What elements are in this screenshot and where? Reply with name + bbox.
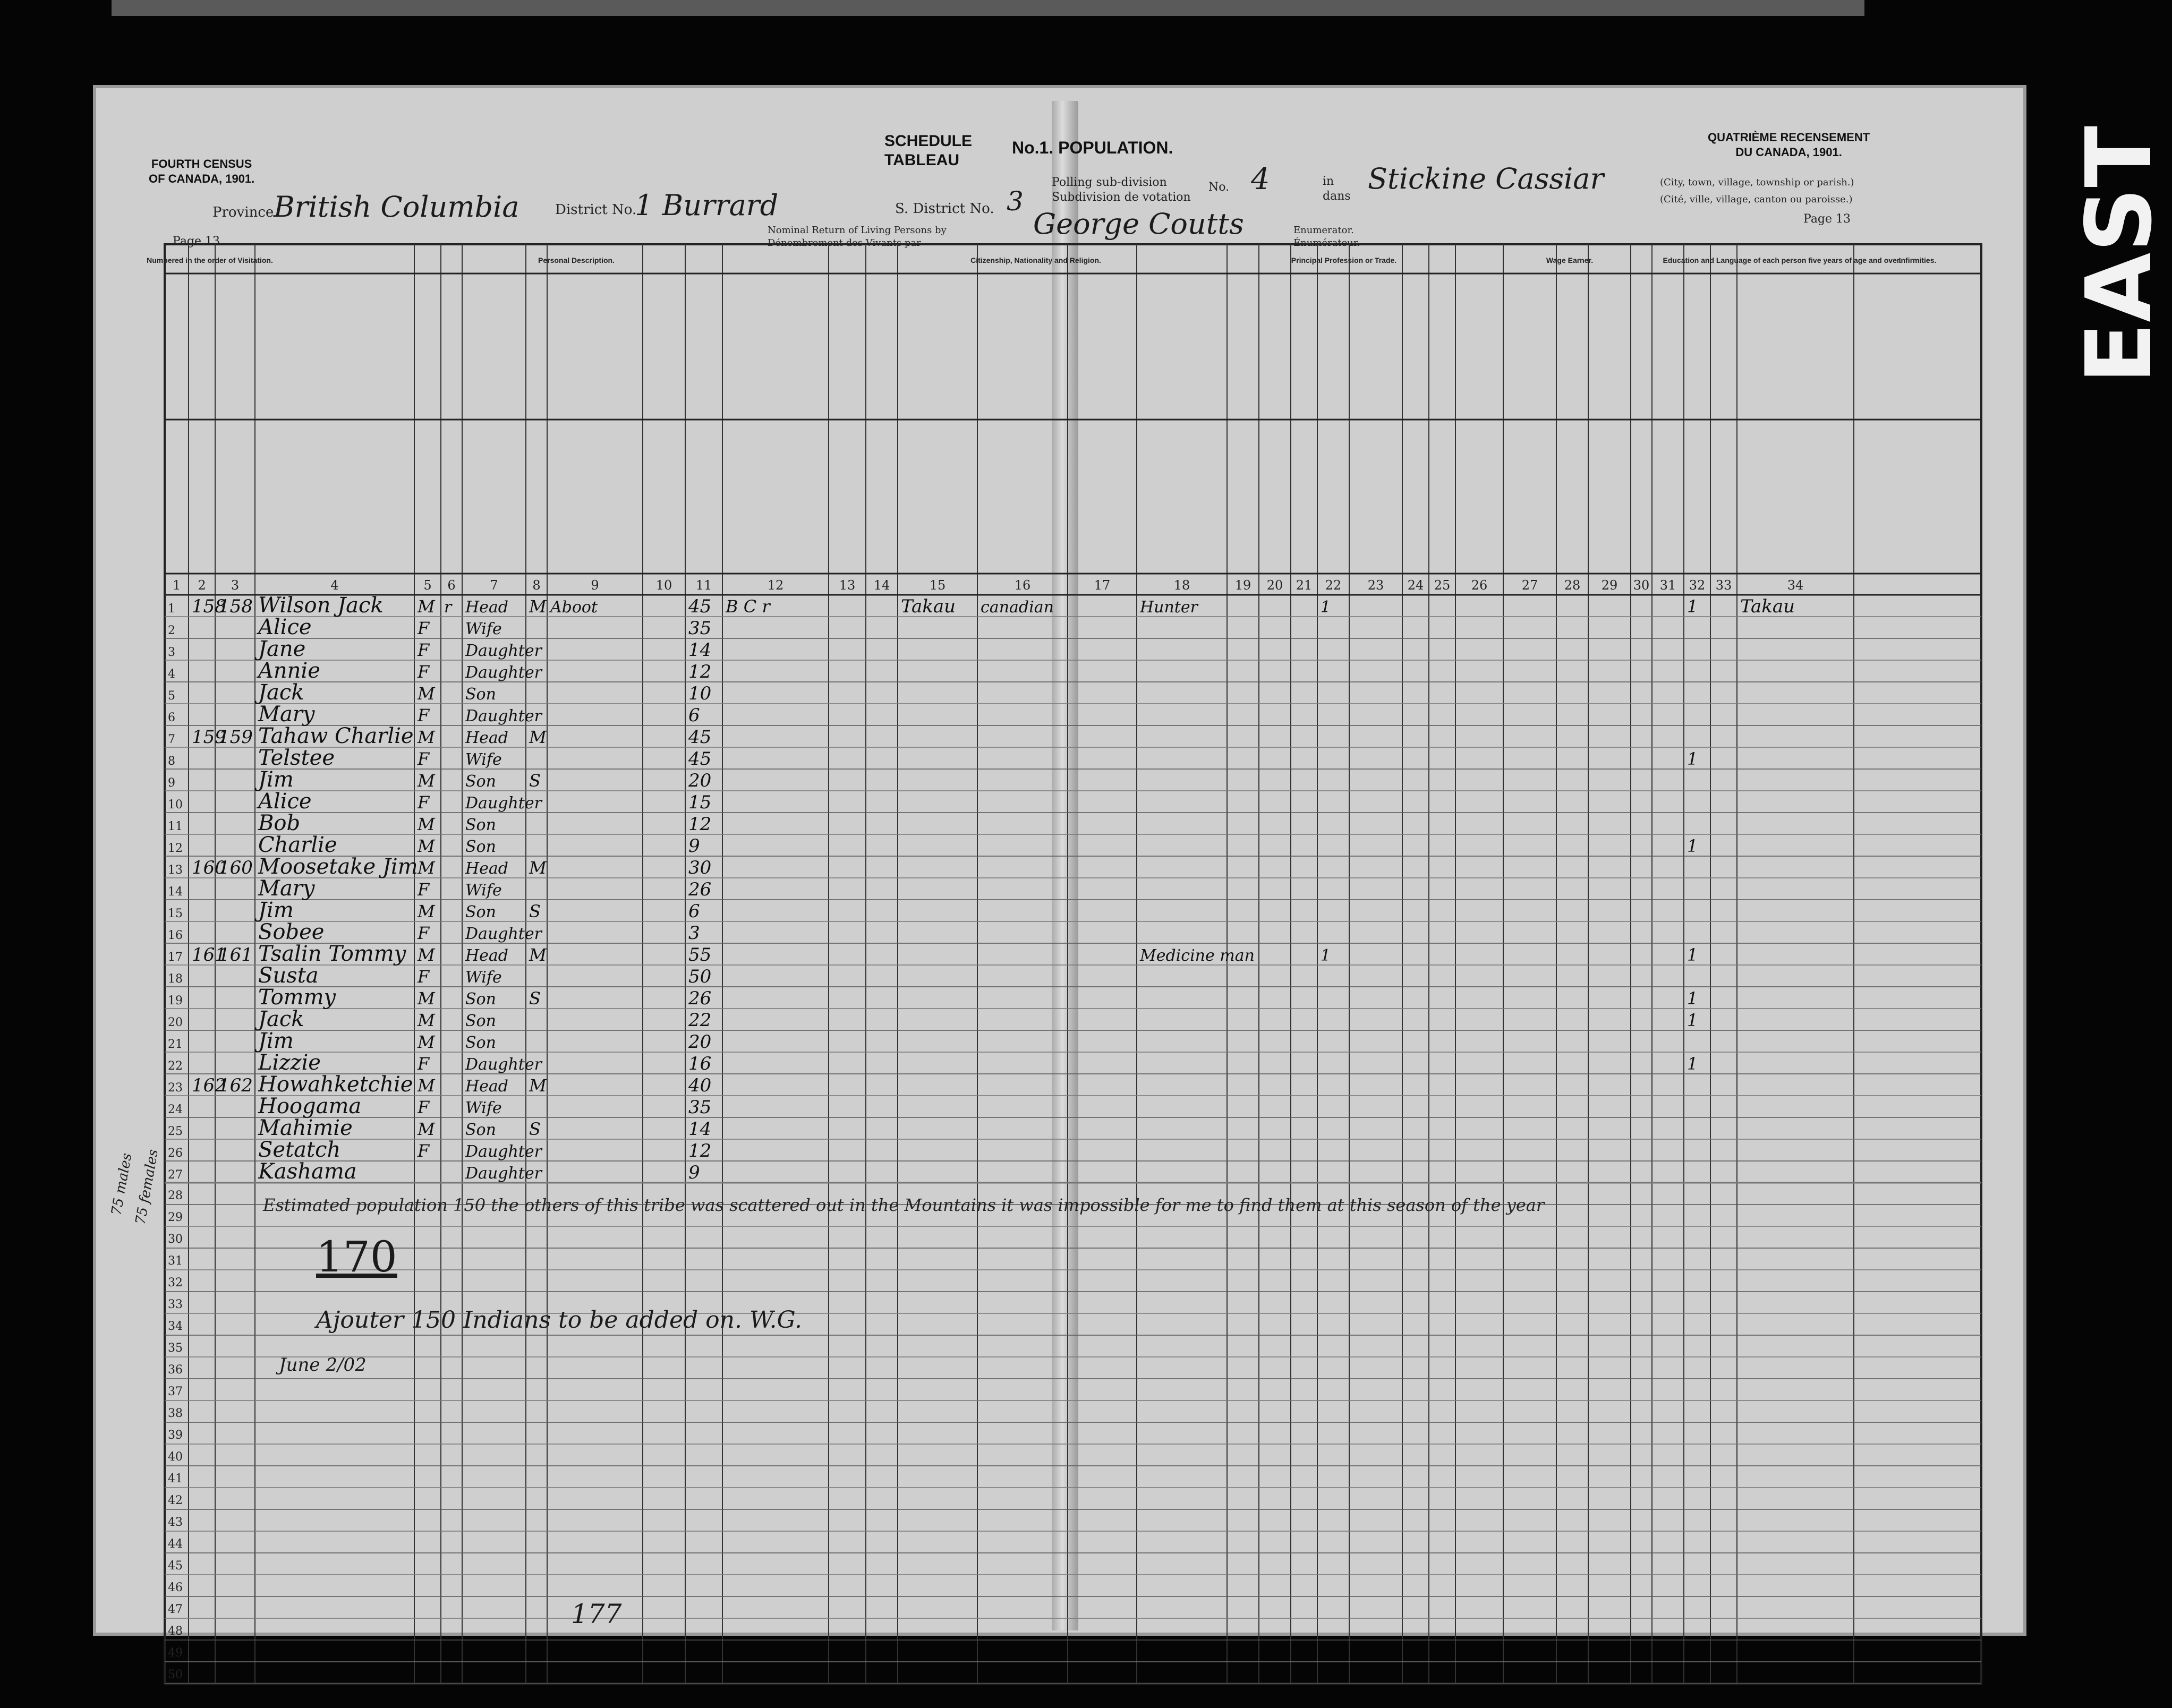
cell-rel: Head xyxy=(465,729,509,747)
cell-line: 3 xyxy=(168,646,175,659)
cell-cond: S xyxy=(529,901,541,921)
cell-rel: Daughter xyxy=(465,1142,542,1161)
column-number: 16 xyxy=(1014,578,1031,593)
cell-tongue: Takau xyxy=(1740,596,1795,617)
place-value: Stickine Cassiar xyxy=(1368,162,1604,195)
cell-age: 35 xyxy=(688,618,712,639)
cell-line: 19 xyxy=(168,994,183,1007)
schedule-number: No.1. POPULATION. xyxy=(1012,138,1173,157)
cell-line: 27 xyxy=(168,1168,183,1182)
cell-rel: Head xyxy=(465,859,509,878)
cell-colour: r xyxy=(444,598,452,617)
enumerator-value: George Coutts xyxy=(1033,207,1244,241)
cell-name: Telstee xyxy=(258,746,335,770)
section-header: Numbered in the order of Visitation. xyxy=(147,256,273,264)
cell-name: Mahimie xyxy=(258,1116,353,1140)
top-strip xyxy=(112,0,1864,16)
cell-rel: Daughter xyxy=(465,925,542,943)
cell-cond: M xyxy=(529,945,547,965)
column-number: 13 xyxy=(839,578,856,593)
cell-age: 22 xyxy=(688,1010,712,1031)
bottom-stamp: 177 xyxy=(571,1599,622,1629)
grid-frame xyxy=(165,244,1981,1684)
cell-name: Mary xyxy=(258,876,315,901)
subdistrict-value: 3 xyxy=(1007,186,1024,217)
column-number: 8 xyxy=(532,578,541,593)
cell-name: Moosetake Jim xyxy=(258,855,418,879)
line-number: 45 xyxy=(168,1559,183,1573)
cell-age: 12 xyxy=(688,661,712,682)
cell-rel: Daughter xyxy=(465,1055,542,1074)
cell-c31: 1 xyxy=(1687,596,1698,617)
cell-prof: Medicine man xyxy=(1140,946,1255,965)
cell-line: 22 xyxy=(168,1060,183,1073)
column-number: 32 xyxy=(1689,578,1706,593)
cell-name: Sobee xyxy=(258,920,325,944)
in-label-line: in xyxy=(1323,175,1334,188)
cell-cond: M xyxy=(529,858,547,878)
column-number: 10 xyxy=(655,578,672,593)
cell-name: Jim xyxy=(258,1029,294,1053)
cell-sex: F xyxy=(418,792,430,813)
cell-age: 30 xyxy=(688,857,712,878)
cell-sex: F xyxy=(418,1141,430,1161)
cell-c31: 1 xyxy=(1687,1010,1698,1030)
cell-sex: F xyxy=(418,705,430,725)
cell-cond: S xyxy=(529,988,541,1009)
cell-sex: M xyxy=(418,901,435,921)
cell-name: Tsalin Tommy xyxy=(258,942,406,966)
cell-rel: Daughter xyxy=(465,794,542,813)
cell-rel: Son xyxy=(465,838,496,856)
cell-name: Alice xyxy=(258,789,312,814)
section-header: Wage Earner. xyxy=(1546,256,1594,264)
cell-line: 26 xyxy=(168,1147,183,1160)
cell-rel: Wife xyxy=(465,881,502,900)
column-number: 26 xyxy=(1471,578,1488,593)
cell-sex: M xyxy=(418,727,435,747)
line-number: 33 xyxy=(168,1298,183,1311)
cell-prof: Hunter xyxy=(1140,598,1198,617)
line-number: 30 xyxy=(168,1233,183,1246)
cell-line: 12 xyxy=(168,842,183,855)
cell-sex: M xyxy=(418,988,435,1009)
left-title xyxy=(149,157,254,186)
line-number: 49 xyxy=(168,1646,183,1660)
cell-age: 15 xyxy=(688,792,712,813)
column-number: 15 xyxy=(929,578,946,593)
cell-age: 45 xyxy=(688,748,712,770)
cell-age: 35 xyxy=(688,1097,712,1118)
cell-sex: M xyxy=(418,945,435,965)
cell-house: 158 xyxy=(192,596,226,617)
place-note xyxy=(1660,174,1854,208)
section-header: Citizenship, Nationality and Religion. xyxy=(970,256,1101,264)
cell-sex: M xyxy=(418,1010,435,1030)
cell-name: Tommy xyxy=(258,985,336,1010)
cell-name: Annie xyxy=(258,659,320,683)
cell-month: Aboot xyxy=(550,598,598,617)
column-number: 4 xyxy=(330,578,339,593)
cell-name: Jim xyxy=(258,898,294,923)
column-number: 7 xyxy=(490,578,498,593)
margin-note-males: 75 males xyxy=(108,1152,135,1217)
cell-age: 14 xyxy=(688,639,712,661)
line-number: 37 xyxy=(168,1385,183,1398)
cell-c21: 1 xyxy=(1321,598,1331,617)
column-number: 34 xyxy=(1787,578,1804,593)
column-number: 1 xyxy=(172,578,181,593)
cell-age: 40 xyxy=(688,1075,712,1096)
column-number: 2 xyxy=(198,578,206,593)
cell-name: Setatch xyxy=(258,1138,341,1162)
cell-c21: 1 xyxy=(1321,946,1331,965)
cell-age: 14 xyxy=(688,1118,712,1140)
cell-rel: Son xyxy=(465,772,496,791)
cell-sex: F xyxy=(418,1054,430,1074)
cell-sex: M xyxy=(418,858,435,878)
cell-line: 15 xyxy=(168,907,183,920)
cell-age: 9 xyxy=(688,1162,700,1183)
line-number: 38 xyxy=(168,1407,183,1420)
cell-family: 162 xyxy=(218,1075,253,1096)
cell-line: 2 xyxy=(168,624,175,637)
schedule-line: SCHEDULE xyxy=(884,132,973,150)
cell-rel: Wife xyxy=(465,620,502,638)
cell-age: 55 xyxy=(688,944,712,966)
cell-age: 6 xyxy=(688,705,700,726)
added-note: Ajouter 150 Indians to be added on. W.G. xyxy=(316,1306,803,1334)
estimate-note: Estimated population 150 the others of this tribe was scattered out in the Mountains it was impossible for me to find them at this season of the year xyxy=(263,1195,1545,1215)
column-number: 28 xyxy=(1564,578,1581,593)
cell-rel: Head xyxy=(465,946,509,965)
edge-marker: EAST xyxy=(2067,125,2172,385)
right-title-line: QUATRIÈME RECENSEMENT xyxy=(1708,131,1870,144)
cell-name: Jim xyxy=(258,767,294,792)
cell-name: Charlie xyxy=(258,833,337,857)
line-number: 43 xyxy=(168,1516,183,1529)
cell-line: 20 xyxy=(168,1016,183,1029)
cell-name: Bob xyxy=(258,811,301,835)
cell-house: 161 xyxy=(192,944,226,966)
cell-rel: Head xyxy=(465,1077,509,1096)
line-number: 41 xyxy=(168,1472,183,1485)
cell-nat: canadian xyxy=(981,598,1054,617)
cell-rel: Son xyxy=(465,685,496,704)
cell-sex: M xyxy=(418,771,435,791)
date-note: June 2/02 xyxy=(279,1354,367,1376)
cell-name: Alice xyxy=(258,615,312,639)
cell-age: 16 xyxy=(688,1053,712,1074)
cell-family: 161 xyxy=(218,944,253,966)
cell-sex: M xyxy=(418,836,435,856)
cell-name: Kashama xyxy=(258,1159,357,1184)
cell-cond: M xyxy=(529,596,547,617)
line-number: 36 xyxy=(168,1363,183,1377)
column-number: 20 xyxy=(1266,578,1283,593)
line-number: 42 xyxy=(168,1494,183,1507)
enumerator-role-line: Enumerator. xyxy=(1293,225,1354,236)
line-number: 50 xyxy=(168,1668,183,1681)
cell-rel: Head xyxy=(465,598,509,617)
cell-rel: Wife xyxy=(465,1099,502,1117)
cell-age: 12 xyxy=(688,1140,712,1162)
column-number: 17 xyxy=(1094,578,1111,593)
cell-sex: F xyxy=(418,618,430,638)
line-number: 29 xyxy=(168,1211,183,1224)
section-header: Infirmities. xyxy=(1898,256,1937,264)
margin-note-females: 75 females xyxy=(132,1148,162,1226)
line-number: 48 xyxy=(168,1625,183,1638)
schedule-line: TABLEAU xyxy=(884,151,960,169)
column-number: 30 xyxy=(1633,578,1650,593)
cell-age: 26 xyxy=(688,879,712,900)
cell-rel: Daughter xyxy=(465,707,542,725)
column-number: 6 xyxy=(447,578,456,593)
subdistrict-label: S. District No. xyxy=(895,201,994,217)
cell-sex: M xyxy=(418,814,435,834)
cell-name: Wilson Jack xyxy=(258,593,384,618)
line-number: 47 xyxy=(168,1603,183,1616)
cell-line: 16 xyxy=(168,929,183,942)
cell-line: 6 xyxy=(168,711,175,724)
place-note-line: (Cité, ville, village, canton ou paroisse.) xyxy=(1660,194,1853,205)
column-number: 22 xyxy=(1325,578,1342,593)
district-value: 1 Burrard xyxy=(635,189,779,222)
polling-no-label: No. xyxy=(1208,181,1230,194)
cell-family: 158 xyxy=(218,596,253,617)
cell-sex: M xyxy=(418,596,435,617)
cell-rel: Wife xyxy=(465,968,502,987)
line-number: 46 xyxy=(168,1581,183,1594)
line-number: 40 xyxy=(168,1450,183,1464)
cell-age: 3 xyxy=(688,923,700,944)
column-number: 9 xyxy=(591,578,599,593)
cell-sex: M xyxy=(418,1119,435,1139)
province-value: British Columbia xyxy=(274,190,519,224)
column-number: 24 xyxy=(1407,578,1424,593)
right-title-line: DU CANADA, 1901. xyxy=(1735,146,1842,159)
line-number: 34 xyxy=(168,1320,183,1333)
cell-sex: F xyxy=(418,967,430,987)
cell-sex: F xyxy=(418,879,430,900)
column-number: 12 xyxy=(767,578,784,593)
cell-rel: Daughter xyxy=(465,642,542,660)
line-number: 32 xyxy=(168,1276,183,1289)
cell-origin: Takau xyxy=(901,596,956,617)
cell-sex: F xyxy=(418,640,430,660)
column-number: 3 xyxy=(231,578,240,593)
polling-label-line: Subdivision de votation xyxy=(1052,191,1191,204)
cell-sex: F xyxy=(418,749,430,769)
cell-age: 12 xyxy=(688,814,712,835)
cell-house: 160 xyxy=(192,857,226,878)
column-number: 11 xyxy=(695,578,712,593)
cell-cond: M xyxy=(529,1075,547,1096)
cell-line: 10 xyxy=(168,798,183,812)
column-number: 33 xyxy=(1715,578,1732,593)
cell-age: 45 xyxy=(688,727,712,748)
section-header: Principal Profession or Trade. xyxy=(1291,256,1397,264)
cell-name: Jack xyxy=(258,1007,304,1031)
cell-rel: Son xyxy=(465,1012,496,1030)
cell-rel: Son xyxy=(465,1034,496,1052)
section-header: Education and Language of each person five years of age and over. xyxy=(1663,256,1902,264)
district-label: District No. xyxy=(555,202,637,218)
cell-line: 1 xyxy=(168,602,175,616)
cell-house: 159 xyxy=(192,727,226,748)
province-label: Province xyxy=(212,204,274,220)
cell-cond: M xyxy=(529,727,547,747)
cell-family: 160 xyxy=(218,857,253,878)
cell-name: Lizzie xyxy=(258,1051,321,1075)
cell-c31: 1 xyxy=(1687,836,1698,856)
column-number: 25 xyxy=(1434,578,1451,593)
cell-cond: S xyxy=(529,771,541,791)
page-number-right: Page 13 xyxy=(1803,212,1851,226)
line-number: 39 xyxy=(168,1429,183,1442)
cell-rel: Daughter xyxy=(465,663,542,682)
cell-name: Tahaw Charlie xyxy=(258,724,414,748)
cell-rel: Son xyxy=(465,903,496,921)
column-number: 29 xyxy=(1601,578,1618,593)
column-number: 21 xyxy=(1296,578,1313,593)
cell-line: 14 xyxy=(168,885,183,899)
cell-family: 159 xyxy=(218,727,253,748)
left-title-line: FOURTH CENSUS xyxy=(151,157,252,170)
cell-line: 21 xyxy=(168,1038,183,1051)
cell-line: 11 xyxy=(168,820,183,833)
cell-rel: Son xyxy=(465,990,496,1009)
cell-name: Hoogama xyxy=(258,1094,362,1118)
column-number: 27 xyxy=(1521,578,1538,593)
cell-line: 9 xyxy=(168,776,175,790)
cell-age: 26 xyxy=(688,988,712,1009)
section-header: Personal Description. xyxy=(538,256,615,264)
cell-line: 7 xyxy=(168,733,175,746)
cell-line: 25 xyxy=(168,1125,183,1138)
cell-age: 45 xyxy=(688,596,712,617)
column-number: 23 xyxy=(1367,578,1384,593)
polling-number: 4 xyxy=(1251,162,1270,197)
in-label-line: dans xyxy=(1323,190,1351,203)
cell-rel: Wife xyxy=(465,750,502,769)
line-number: 44 xyxy=(168,1538,183,1551)
cell-age: 9 xyxy=(688,835,700,857)
column-number: 18 xyxy=(1173,578,1190,593)
cell-name: Howahketchie xyxy=(258,1072,413,1097)
schedule-label xyxy=(884,132,972,170)
cell-line: 8 xyxy=(168,755,175,768)
cell-house: 162 xyxy=(192,1075,226,1096)
cell-line: 17 xyxy=(168,951,183,964)
cell-c31: 1 xyxy=(1687,988,1698,1009)
enumerator-role-line: Énumérateur. xyxy=(1293,237,1360,249)
left-title-line: OF CANADA, 1901. xyxy=(149,172,255,185)
in-label xyxy=(1323,174,1351,204)
cell-name: Jane xyxy=(258,637,306,661)
column-number: 31 xyxy=(1659,578,1676,593)
cell-line: 4 xyxy=(168,668,175,681)
total-figure: 170 xyxy=(316,1232,397,1282)
cell-sex: M xyxy=(418,1032,435,1052)
enumerator-label-line: Nominal Return of Living Persons by xyxy=(768,225,947,236)
cell-line: 23 xyxy=(168,1081,183,1095)
cell-sex: M xyxy=(418,684,435,704)
cell-rel: Son xyxy=(465,1121,496,1139)
cell-age: 50 xyxy=(688,966,712,987)
cell-c31: 1 xyxy=(1687,749,1698,769)
cell-line: 24 xyxy=(168,1103,183,1116)
cell-sex: F xyxy=(418,662,430,682)
cell-c31: 1 xyxy=(1687,1054,1698,1074)
cell-line: 13 xyxy=(168,864,183,877)
cell-name: Susta xyxy=(258,963,319,988)
cell-sex: M xyxy=(418,1075,435,1096)
enumerator-label-line: Dénombrement des Vivants par xyxy=(768,237,921,249)
place-note-line: (City, town, village, township or parish.) xyxy=(1660,177,1854,188)
right-title xyxy=(1708,130,1870,160)
column-number: 5 xyxy=(423,578,432,593)
cell-line: 18 xyxy=(168,972,183,986)
cell-age: 20 xyxy=(688,1031,712,1053)
cell-rel: Daughter xyxy=(465,1164,542,1183)
cell-age: 6 xyxy=(688,901,700,922)
line-number: 31 xyxy=(168,1254,183,1268)
cell-name: Mary xyxy=(258,702,315,727)
line-number: 28 xyxy=(168,1189,183,1202)
line-number: 35 xyxy=(168,1342,183,1355)
cell-name: Jack xyxy=(258,680,304,705)
cell-c31: 1 xyxy=(1687,945,1698,965)
column-number: 14 xyxy=(873,578,890,593)
page-number-left: Page 13 xyxy=(173,235,220,248)
cell-age: 10 xyxy=(688,683,712,704)
polling-label-line: Polling sub-division xyxy=(1052,176,1167,189)
polling-label xyxy=(1052,175,1191,205)
cell-sex: F xyxy=(418,923,430,943)
cell-age: 20 xyxy=(688,770,712,791)
cell-birth: B C r xyxy=(726,596,770,617)
cell-sex: F xyxy=(418,1097,430,1117)
cell-cond: S xyxy=(529,1119,541,1139)
cell-line: 5 xyxy=(168,689,175,703)
column-number: 19 xyxy=(1234,578,1251,593)
cell-rel: Son xyxy=(465,816,496,834)
census-page xyxy=(93,85,2026,1681)
